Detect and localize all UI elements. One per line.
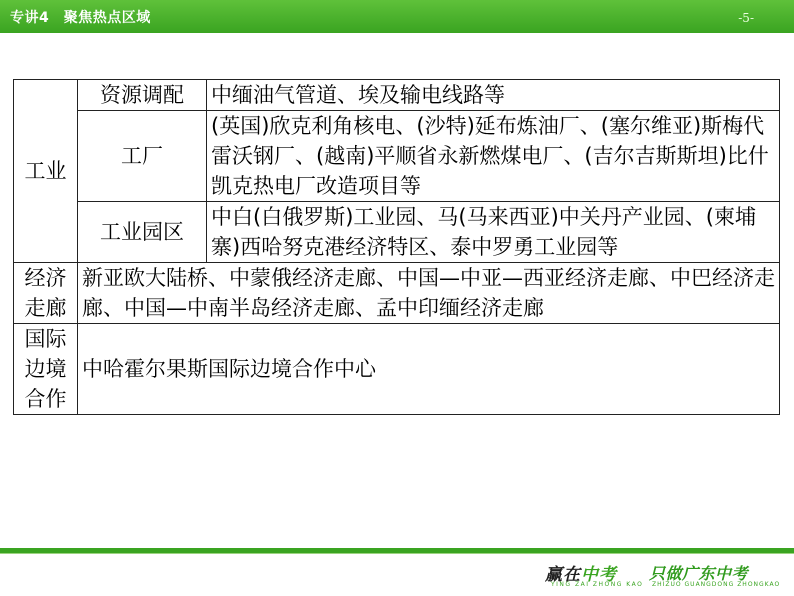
page-number: -5- bbox=[738, 11, 754, 25]
detail-cell: 新亚欧大陆桥、中蒙俄经济走廊、中国—中亚—西亚经济走廊、中巴经济走廊、中国—中南半岛经济走廊、孟中印缅经济走廊 bbox=[78, 263, 780, 324]
detail-cell: 中白(白俄罗斯)工业园、马(马来西亚)中关丹产业园、(柬埔寨)西哈努克港经济特区、泰中罗勇工业园等 bbox=[207, 202, 780, 263]
detail-cell: 中缅油气管道、埃及输电线路等 bbox=[207, 80, 780, 111]
footer-divider bbox=[0, 553, 794, 554]
table-row bbox=[14, 111, 780, 202]
table-row bbox=[14, 324, 780, 415]
detail-cell: 中哈霍尔果斯国际边境合作中心 bbox=[78, 324, 780, 415]
logo-text-accent: 中考 bbox=[581, 565, 617, 585]
subcategory-cell: 工厂 bbox=[78, 111, 207, 202]
content-table bbox=[13, 79, 780, 415]
category-corridor: 经济走廊 bbox=[14, 263, 78, 324]
chapter-title: 专讲4 聚焦热点区域 bbox=[10, 10, 151, 26]
logo-subtitle: ZHIZUO GUANGDONG ZHONGKAO bbox=[652, 581, 781, 588]
logo-subtitle: YING ZAI ZHONG KAO bbox=[551, 581, 644, 588]
category-industry: 工业 bbox=[14, 80, 78, 263]
table-row bbox=[14, 80, 780, 111]
table-row bbox=[14, 202, 780, 263]
subcategory-cell: 资源调配 bbox=[78, 80, 207, 111]
detail-cell: (英国)欣克利角核电、(沙特)延布炼油厂、(塞尔维亚)斯梅代雷沃钢厂、(越南)平顺省永新燃煤电厂、(吉尔吉斯斯坦)比什凯克热电厂改造项目等 bbox=[207, 111, 780, 202]
subcategory-cell: 工业园区 bbox=[78, 202, 207, 263]
header-bar bbox=[0, 0, 794, 33]
logo-guangdong: 只做广东中考 bbox=[649, 564, 749, 583]
logo-text: 赢在 bbox=[545, 565, 581, 585]
category-border: 国际边境合作 bbox=[14, 324, 78, 415]
table-row bbox=[14, 263, 780, 324]
